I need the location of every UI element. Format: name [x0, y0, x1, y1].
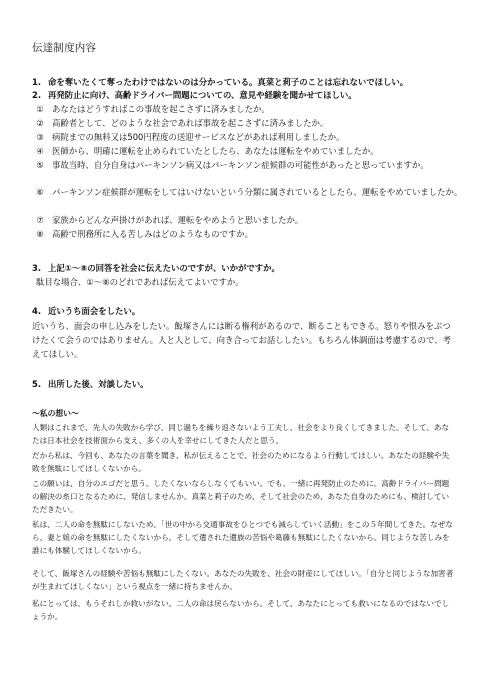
point-text: 命を奪いたくて奪ったわけではないのは分かっている。真菜と莉子のことは忘れないでほしい。	[48, 77, 409, 87]
thoughts-paragraph: だから私は、今回も、あなたの言葉を聞き、私が伝えることで、社会のためになるよう行動してほしい。あなたの経験や失敗を無駄にしてほしくないから。	[32, 451, 450, 473]
point-number: 2.	[32, 90, 42, 100]
question-text: 医師から、明確に運転を止められていたとしたら、あなたは運転をやめていましたか。	[52, 146, 379, 156]
page-title: 伝達制度内容	[32, 42, 97, 54]
question-mark: ③	[36, 132, 44, 142]
point-4-body: 近いうち、面会の申し込みをしたい。飯塚さんには断る権利があるので、断ることもできる。怒りや恨みをぶつけたくて会うのではありません。人と人として、向き合ってお話ししたい。もちろん体調面は考慮するので、考えてほしい。	[32, 321, 451, 359]
thoughts-paragraph: 人類はこれまで、先人の失敗から学び、同じ過ちを繰り返さないよう工夫し、社会をより良くしてきました。そして、あなたは日本社会を技術面から支え、多くの人を幸せにしてきた人だと思う。	[32, 423, 450, 445]
question-mark: ④	[36, 146, 44, 156]
thoughts-paragraph: そして、飯塚さんの経験や苦悩も無駄にしたくない。あなたの失敗を、社会の財産にしてほしい。「自分と同じような加害者が生まれてほしくない」という視点を一緒に持ちませんか。	[32, 569, 454, 591]
point-2	[32, 89, 357, 101]
point-number: 1.	[32, 77, 42, 87]
thoughts-paragraph: 私は、二人の命を無駄にしないため、「世の中から交通事故をひとつでも減らしていく活動」をこの５年間してきた。なぜなら、妻と娘の命を無駄にしたくないから。そして遺された遺族の苦悩や葛藤も無駄にしたくないから。同じような苦しみを誰にも体験してほしくないから。	[32, 520, 453, 555]
question-text: 家族からどんな声掛けがあれば、運転をやめようと思いましたか。	[52, 215, 304, 225]
thoughts-paragraph: 私にとっては、もうそれしか救いがない。二人の命は戻らないから。そして、あなたにとっても救いになるのではないでしょうか。	[32, 599, 450, 621]
question-text: あなたはどうすればこの事故を起こさずに済みましたか。	[52, 104, 270, 114]
point-3	[32, 262, 280, 274]
question-mark: ⑧	[36, 229, 44, 239]
point-number: 3.	[32, 263, 42, 273]
point-3-note: 駄目な場合、①～⑧のどれであれば伝えてよいですか。	[36, 277, 244, 287]
question-mark: ⑥	[36, 187, 44, 197]
question-mark: ①	[36, 104, 44, 114]
point-5	[32, 378, 149, 390]
point-number: 5.	[32, 379, 42, 389]
question-text: 高齢者として、どのような社会であれば事故を起こさずに済みましたか。	[52, 118, 329, 128]
point-text: 出所した後、対談したい。	[48, 379, 149, 389]
thoughts-heading: ～私の想い～	[32, 409, 79, 418]
question-text: パーキンソン症候群が運転をしてはいけないという分類に属されているとしたら、運転をやめていましたか。	[52, 187, 463, 197]
question-mark: ⑤	[36, 160, 44, 170]
question-mark: ⑦	[36, 215, 44, 225]
point-4	[32, 305, 140, 317]
point-number: 4.	[32, 306, 42, 316]
question-mark: ②	[36, 118, 44, 128]
point-text: 再発防止に向け、高齢ドライバー問題についての、意見や経験を聞かせてほしい。	[48, 90, 357, 100]
thoughts-paragraph: この願いは、自分のエゴだと思う。したくないならしなくてもいい。でも、一緒に再発防止のために。高齢ドライバー問題の解決の糸口となるために、発信しませんか。真菜と莉子のため、そして社会のため、あなた自身のためにも、検討していただきたい。	[32, 479, 450, 514]
question-text: 事故当時、自分自身はパーキンソン病又はパーキンソン症候群の可能性があったと思っていますか。	[52, 160, 429, 170]
question-text: 病院までの無料又は500円程度の送迎サービスなどがあれば利用しましたか。	[52, 132, 345, 142]
question-text: 高齢で刑務所に入る苦しみはどのようなものですか。	[52, 229, 253, 239]
point-text: 上記①～⑧の回答を社会に伝えたいのですが、いかがですか。	[48, 263, 280, 273]
point-1	[32, 76, 408, 88]
point-text: 近いうち面会をしたい。	[48, 306, 141, 316]
